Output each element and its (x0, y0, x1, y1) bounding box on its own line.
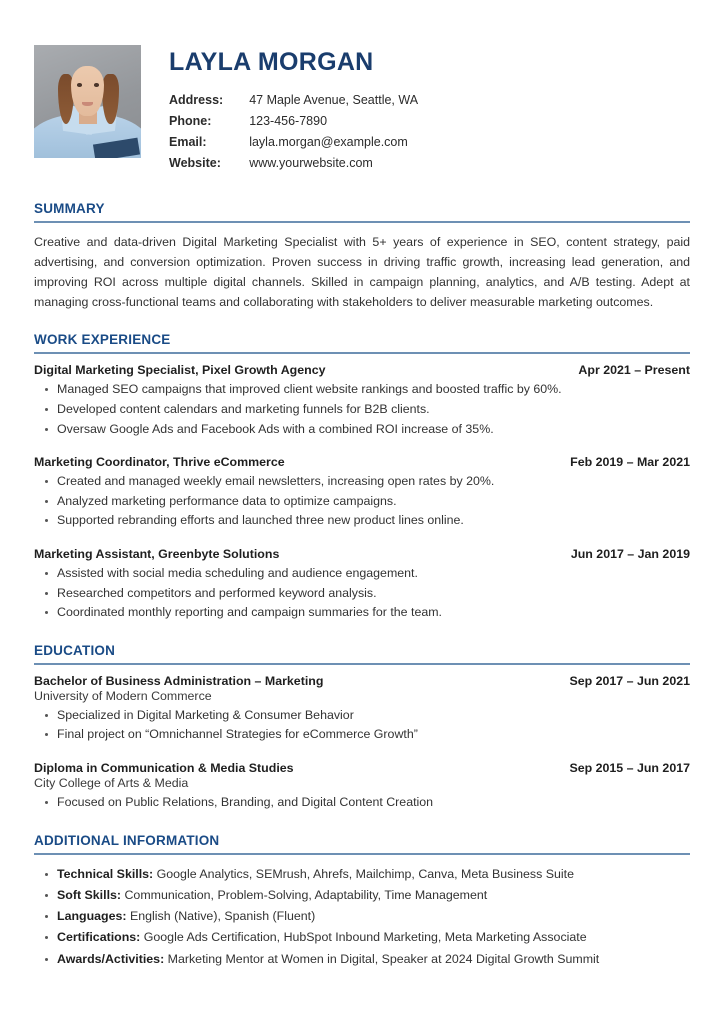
info-item-value: Communication, Problem-Solving, Adaptability, Time Management (121, 887, 488, 902)
info-item-value: English (Native), Spanish (Fluent) (126, 909, 316, 924)
work-entry-title: Marketing Coordinator, Thrive eCommerce (34, 455, 285, 470)
section-divider (34, 352, 690, 354)
work-entry-date: Feb 2019 – Mar 2021 (570, 455, 690, 470)
work-entry (34, 363, 690, 439)
work-entry-bullets (34, 380, 690, 439)
section-title-summary: SUMMARY (34, 201, 105, 216)
work-entry-title: Digital Marketing Specialist, Pixel Growth Agency (34, 363, 326, 378)
photo-face (71, 66, 103, 116)
education-entry-date: Sep 2015 – Jun 2017 (569, 760, 690, 775)
bullet-item: Managed SEO campaigns that improved client website rankings and boosted traffic by 60%. (57, 380, 690, 400)
work-entry-bullets (34, 564, 690, 623)
bullet-item: Researched competitors and performed keyword analysis. (57, 584, 690, 604)
bullet-item: Specialized in Digital Marketing & Consumer Behavior (57, 706, 690, 726)
bullet-item: Final project on “Omnichannel Strategies for eCommerce Growth” (57, 725, 690, 745)
section-title-education: EDUCATION (34, 642, 116, 658)
bullet-item: Supported rebranding efforts and launched three new product lines online. (57, 511, 690, 531)
contact-row-address (169, 91, 418, 112)
education-entry-title: Bachelor of Business Administration – Marketing (34, 673, 324, 688)
work-entry-bullets (34, 472, 690, 531)
section-summary (34, 201, 690, 312)
info-item-label: Technical Skills: (57, 866, 154, 881)
education-entry-title: Diploma in Communication & Media Studies (34, 760, 294, 775)
education-entry-header (34, 674, 690, 688)
bullet-item: Coordinated monthly reporting and campaign summaries for the team. (57, 603, 690, 623)
contact-row-email (169, 133, 418, 154)
contact-row-phone (169, 112, 418, 133)
info-item-value: Google Ads Certification, HubSpot Inbound Marketing, Meta Marketing Associate (140, 930, 587, 945)
work-entry-title: Marketing Assistant, Greenbyte Solutions (34, 546, 280, 561)
info-item (57, 864, 690, 885)
contact-value-website[interactable]: www.yourwebsite.com (249, 155, 373, 170)
section-divider (34, 221, 690, 223)
work-entry-header (34, 455, 690, 469)
info-item (57, 906, 690, 927)
info-item-value: Marketing Mentor at Women in Digital, Speaker at 2024 Digital Growth Summit (164, 951, 600, 966)
info-item (57, 885, 690, 906)
education-institution: University of Modern Commerce (34, 688, 212, 703)
contact-value-email[interactable]: layla.morgan@example.com (249, 134, 408, 149)
profile-photo (34, 45, 141, 158)
contact-label-phone: Phone: (169, 113, 212, 128)
section-title-additional-information: ADDITIONAL INFORMATION (34, 832, 220, 848)
work-entry-date: Apr 2021 – Present (578, 363, 690, 378)
contact-label-address: Address: (169, 92, 224, 107)
education-entry (34, 674, 690, 745)
work-entry-header (34, 547, 690, 561)
info-item-label: Certifications: (57, 930, 141, 945)
section-education (34, 643, 690, 813)
info-item-value: Google Analytics, SEMrush, Ahrefs, Mailchimp, Canva, Meta Business Suite (153, 866, 574, 881)
info-item-label: Languages: (57, 909, 127, 924)
education-entry-bullets (34, 706, 690, 745)
education-entry-date: Sep 2017 – Jun 2021 (569, 673, 690, 688)
candidate-name: LAYLA MORGAN (169, 48, 374, 76)
resume-header (34, 45, 690, 175)
contact-label-website: Website: (169, 155, 221, 170)
work-entry-header (34, 363, 690, 377)
section-additional-information (34, 833, 690, 971)
bullet-item: Created and managed weekly email newsletters, increasing open rates by 20%. (57, 472, 690, 492)
photo-eye-left (77, 83, 82, 86)
section-divider (34, 663, 690, 665)
summary-text: Creative and data-driven Digital Marketing Specialist with 5+ years of experience in SEO, content strategy, paid advertising, and conversion optimization. Proven success in driving traffic growth, increasing lead generation, and improving ROI across multiple digital channels. Skilled in campaign planning, analytics, and A/B testing. Adept at managing cross-functional teams and collaborating with stakeholders to deliver measurable marketing outcomes. (34, 235, 690, 310)
bullet-item: Analyzed marketing performance data to optimize campaigns. (57, 492, 690, 512)
info-item-label: Awards/Activities: (57, 951, 165, 966)
section-title-work-experience: WORK EXPERIENCE (34, 332, 171, 348)
contact-details (169, 91, 418, 176)
info-item (57, 927, 690, 948)
education-entry-bullets (34, 793, 690, 813)
section-divider (34, 853, 690, 855)
contact-label-email: Email: (169, 134, 207, 149)
work-entry-date: Jun 2017 – Jan 2019 (570, 546, 690, 561)
work-entry (34, 547, 690, 623)
contact-value-address: 47 Maple Avenue, Seattle, WA (249, 92, 419, 107)
bullet-item: Oversaw Google Ads and Facebook Ads with a combined ROI increase of 35%. (57, 420, 690, 440)
section-work-experience (34, 332, 690, 622)
education-entry (34, 761, 690, 813)
education-institution: City College of Arts & Media (34, 775, 189, 790)
photo-smile (82, 102, 93, 107)
info-item (57, 949, 690, 970)
header-info (169, 45, 690, 175)
work-entry (34, 455, 690, 531)
bullet-item: Focused on Public Relations, Branding, and Digital Content Creation (57, 793, 690, 813)
bullet-item: Assisted with social media scheduling and audience engagement. (57, 564, 690, 584)
photo-eye-right (94, 83, 99, 86)
contact-row-website (169, 154, 418, 175)
info-item-label: Soft Skills: (57, 887, 122, 902)
education-entry-header (34, 761, 690, 775)
bullet-item: Developed content calendars and marketing funnels for B2B clients. (57, 400, 690, 420)
contact-value-phone: 123-456-7890 (249, 113, 328, 128)
additional-information-list (34, 864, 690, 971)
